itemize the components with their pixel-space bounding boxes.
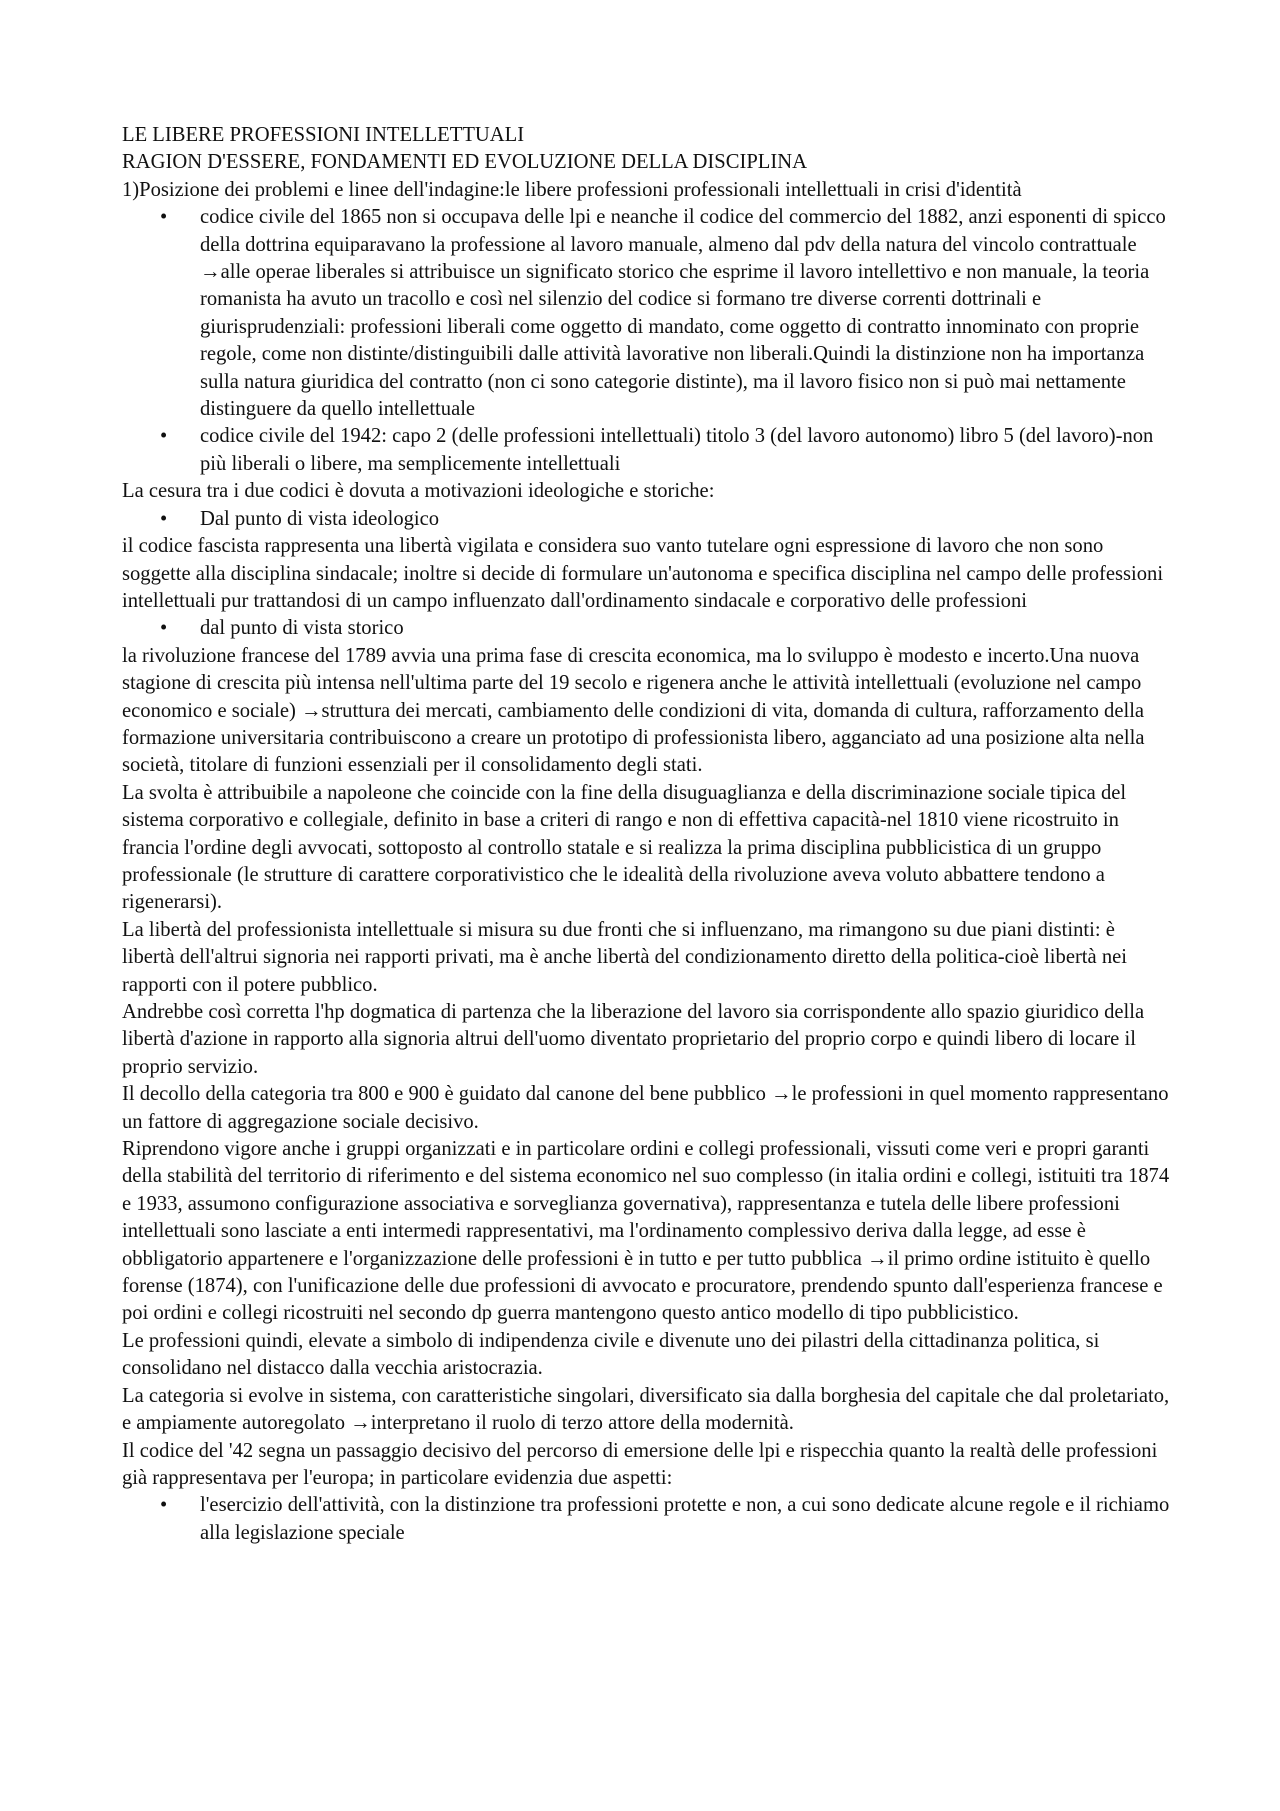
paragraph: Il decollo della categoria tra 800 e 900 è guidato dal canone del bene pubblico →le professioni in quel momento rappresentano un fattore di aggregazione sociale decisivo. [122, 1083, 1169, 1133]
list-item-text: l'esercizio dell'attività, con la distinzione tra professioni protette e non, a cui sono dedicate alcune regole e il richiamo alla legislazione speciale [200, 1494, 1170, 1544]
bullet-list-codici [122, 204, 1172, 478]
section-heading: 1)Posizione dei problemi e linee dell'indagine:le libere professioni professionali intellettuali in crisi d'identità [122, 178, 1022, 201]
paragraph: Il codice del '42 segna un passaggio decisivo del percorso di emersione delle lpi e rispecchia quanto la realtà delle professioni già rappresentava per l'europa; in particolare evidenzia due aspetti: [122, 1439, 1158, 1489]
bullet-icon: • [160, 507, 168, 530]
list-item [122, 615, 1172, 642]
bullet-icon: • [160, 425, 168, 448]
list-item [122, 506, 1172, 533]
paragraph: La svolta è attribuibile a napoleone che coincide con la fine della disuguaglianza e della discriminazione sociale tipica del sistema corporativo e collegiale, definito in base a criteri di rango e non di effettiva capacità-nel 1810 viene ricostruito in francia l'ordine degli avvocati, sottoposto al controllo statale e si realizza la prima disciplina pubblicistica di un gruppo professionale (le strutture di carattere corporativistico che le idealità della rivoluzione aveva voluto abbattere tendono a rigenerarsi). [122, 781, 1127, 914]
list-item-text: codice civile del 1865 non si occupava delle lpi e neanche il codice del commercio del 1882, anzi esponenti di spicco della dottrina equiparavano la professione al lavoro manuale, almeno dal pdv della natura del vincolo contrattuale →alle operae liberales si attribuisce un significato storico che esprime il lavoro intellettivo e non manuale, la teoria romanista ha avuto un tracollo e così nel silenzio del codice si formano tre diverse correnti dottrinali e giurisprudenziali: professioni liberali come oggetto di mandato, come oggetto di contratto innominato con proprie regole, come non distinte/distinguibili dalle attività lavorative non liberali.Quindi la distinzione non ha importanza sulla natura giuridica del contratto (non ci sono categorie distinte), ma il lavoro fisico non si può mai nettamente distinguere da quello intellettuale [200, 206, 1166, 421]
bullet-list-ideologico [122, 506, 1172, 533]
paragraph: Riprendono vigore anche i gruppi organizzati e in particolare ordini e collegi professionali, vissuti come veri e propri garanti della stabilità del territorio di riferimento e del sistema economico nel suo complesso (in italia ordini e collegi, istituiti tra 1874 e 1933, assumono configurazione associativa e sorveglianza governativa), rappresentanza e tutela delle libere professioni intellettuali sono lasciate a enti intermedi rappresentativi, ma l'ordinamento complessivo deriva dalla legge, ad esse è obbligatorio appartenere e l'organizzazione delle professioni è in tutto e per tutto pubblica →il primo ordine istituito è quello forense (1874), con l'unificazione delle due professioni di avvocato e procuratore, prendendo spunto dall'esperienza francese e poi ordini e collegi ricostruiti nel secondo dp guerra mantengono questo antico modello di tipo pubblicistico. [122, 1138, 1170, 1325]
paragraph: Andrebbe così corretta l'hp dogmatica di partenza che la liberazione del lavoro sia corrispondente allo spazio giuridico della libertà d'azione in rapporto alla signoria altrui dell'uomo diventato proprietario del proprio corpo e quindi libero di locare il proprio servizio. [122, 1001, 1145, 1078]
document-subtitle: RAGION D'ESSERE, FONDAMENTI ED EVOLUZIONE DELLA DISCIPLINA [122, 151, 807, 174]
document-title: LE LIBERE PROFESSIONI INTELLETTUALI [122, 124, 525, 146]
paragraph: La libertà del professionista intellettuale si misura su due fronti che si influenzano, ma rimangono su due piani distinti: è libertà dell'altrui signoria nei rapporti privati, ma è anche libertà del condizionamento diretto della politica-cioè libertà nei rapporti con il potere pubblico. [122, 918, 1127, 996]
bullet-icon: • [160, 206, 168, 229]
list-item [122, 1492, 1172, 1547]
bullet-icon: • [160, 1494, 168, 1517]
list-item-text: dal punto di vista storico [200, 617, 404, 640]
list-item-text: codice civile del 1942: capo 2 (delle professioni intellettuali) titolo 3 (del lavoro autonomo) libro 5 (del lavoro)-non più liberali o libere, ma semplicemente intellettuali [200, 425, 1154, 475]
document-page [122, 122, 1172, 1547]
list-item-text: Dal punto di vista ideologico [200, 507, 440, 530]
list-item [122, 423, 1172, 478]
bullet-icon: • [160, 617, 168, 640]
bullet-list-storico [122, 615, 1172, 642]
bullet-list-aspetti [122, 1492, 1172, 1547]
paragraph: La categoria si evolve in sistema, con caratteristiche singolari, diversificato sia dalla borghesia del capitale che dal proletariato, e ampiamente autoregolato →interpretano il ruolo di terzo attore della modernità. [122, 1384, 1170, 1435]
paragraph: Le professioni quindi, elevate a simbolo di indipendenza civile e divenute uno dei pilastri della cittadinanza politica, si consolidano nel distacco dalla vecchia aristocrazia. [122, 1329, 1100, 1380]
list-item [122, 204, 1172, 423]
paragraph-ideologico: il codice fascista rappresenta una libertà vigilata e considera suo vanto tutelare ogni espressione di lavoro che non sono soggette alla disciplina sindacale; inoltre si decide di formulare un'autonoma e specifica disciplina nel campo delle professioni intellettuali pur trattandosi di un campo influenzato dall'ordinamento sindacale e corporativo delle professioni [122, 535, 1164, 612]
paragraph: la rivoluzione francese del 1789 avvia una prima fase di crescita economica, ma lo sviluppo è modesto e incerto.Una nuova stagione di crescita più intensa nell'ultima parte del 19 secolo e rigenera anche le attività intellettuali (evoluzione nel campo economico e sociale) →struttura dei mercati, cambiamento delle condizioni di vita, domanda di cultura, rafforzamento della formazione universitaria contribuiscono a creare un prototipo di professionista libero, agganciato ad una posizione alta nella società, titolare di funzioni essenziali per il consolidamento degli stati. [122, 644, 1145, 777]
paragraph-cesura: La cesura tra i due codici è dovuta a motivazioni ideologiche e storiche: [122, 480, 715, 503]
